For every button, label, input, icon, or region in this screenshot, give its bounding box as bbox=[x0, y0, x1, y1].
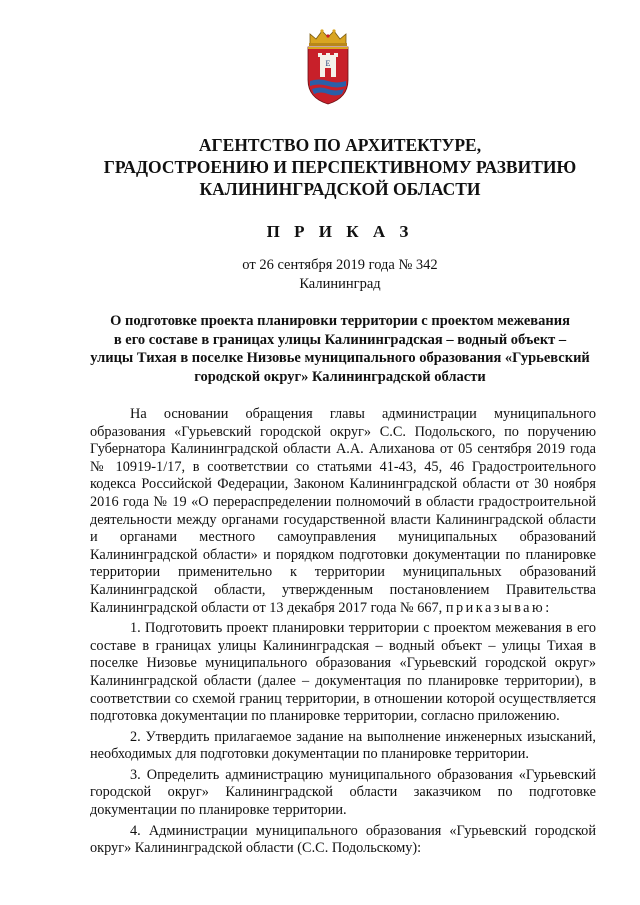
agency-name bbox=[40, 134, 640, 200]
agency-name-line: ГРАДОСТРОЕНИЮ И ПЕРСПЕКТИВНОМУ РАЗВИТИЮ bbox=[103, 157, 577, 177]
svg-text:Е: Е bbox=[325, 59, 331, 68]
order-body bbox=[90, 406, 596, 861]
order-item-1: 1. Подготовить проект планировки территории с проектом межевания в его составе в границах улицы Калининградская – водный объект – улицы Тихая в поселке Низовье муниципального образования «Гурьевский городской округ» Калининградской области (далее – документация по планировке территории), в соответствии со схемой границ территории, в отношении которой осуществляется подготовка документации по планировке территории, согласно приложению. bbox=[90, 620, 596, 725]
order-title-line: городской округ» Калининградской области bbox=[194, 368, 486, 385]
order-title-line: улицы Тихая в поселке Низовье муниципального образования «Гурьевский bbox=[90, 350, 590, 366]
preamble-keyword: приказываю: bbox=[445, 599, 552, 616]
agency-name-line: АГЕНТСТВО ПО АРХИТЕКТУРЕ, bbox=[198, 135, 482, 155]
agency-name-line: КАЛИНИНГРАДСКОЙ ОБЛАСТИ bbox=[199, 179, 481, 199]
order-title bbox=[40, 312, 640, 386]
order-title-line: О подготовке проекта планировки территории с проектом межевания bbox=[110, 313, 570, 329]
kaliningrad-coat-of-arms-icon bbox=[300, 28, 356, 106]
order-item-3: 3. Определить администрацию муниципального образования «Гурьевский городской округ» Калининградской области заказчиком по подготовке документации по планировке территории. bbox=[90, 766, 596, 819]
order-item-4: 4. Администрации муниципального образования «Гурьевский городской округ» Калининградской области (С.С. Подольскому): bbox=[90, 822, 596, 857]
order-date-block bbox=[40, 256, 640, 294]
order-title-line: в его составе в границах улицы Калининградская – водный объект – bbox=[113, 331, 567, 348]
document-type-heading: П Р И К А З bbox=[266, 222, 414, 241]
preamble-text: На основании обращения главы администрации муниципального образования «Гурьевский городской округ» С.С. Подольского, по поручению Губернатора Калининградской области А.А. Алиханова от 05 сентября 2019 года № 10919-1/17, в соответствии со статьями 41-43, 45, 46 Градостроительного кодекса Российской Федерации, Законом Калининградской области от 30 ноября 2016 года № 19 «О перераспределении полномочий в области градостроительной деятельности между органами государственной власти Калининградской области и органами местного самоуправления муниципальных образований Калининградской области» и порядком подготовки документации по планировке территории применительно к территории муниципальных образований Калининградской области, утвержденным постановлением Правительства Калининградской области от 13 декабря 2017 года № 667, bbox=[90, 406, 596, 616]
order-item-2: 2. Утвердить прилагаемое задание на выполнение инженерных изысканий, необходимых для подготовки документации по планировке территории. bbox=[90, 728, 596, 763]
order-city: Калининград bbox=[299, 276, 381, 292]
preamble-paragraph bbox=[90, 406, 596, 617]
order-date-number: от 26 сентября 2019 года № 342 bbox=[242, 257, 438, 273]
